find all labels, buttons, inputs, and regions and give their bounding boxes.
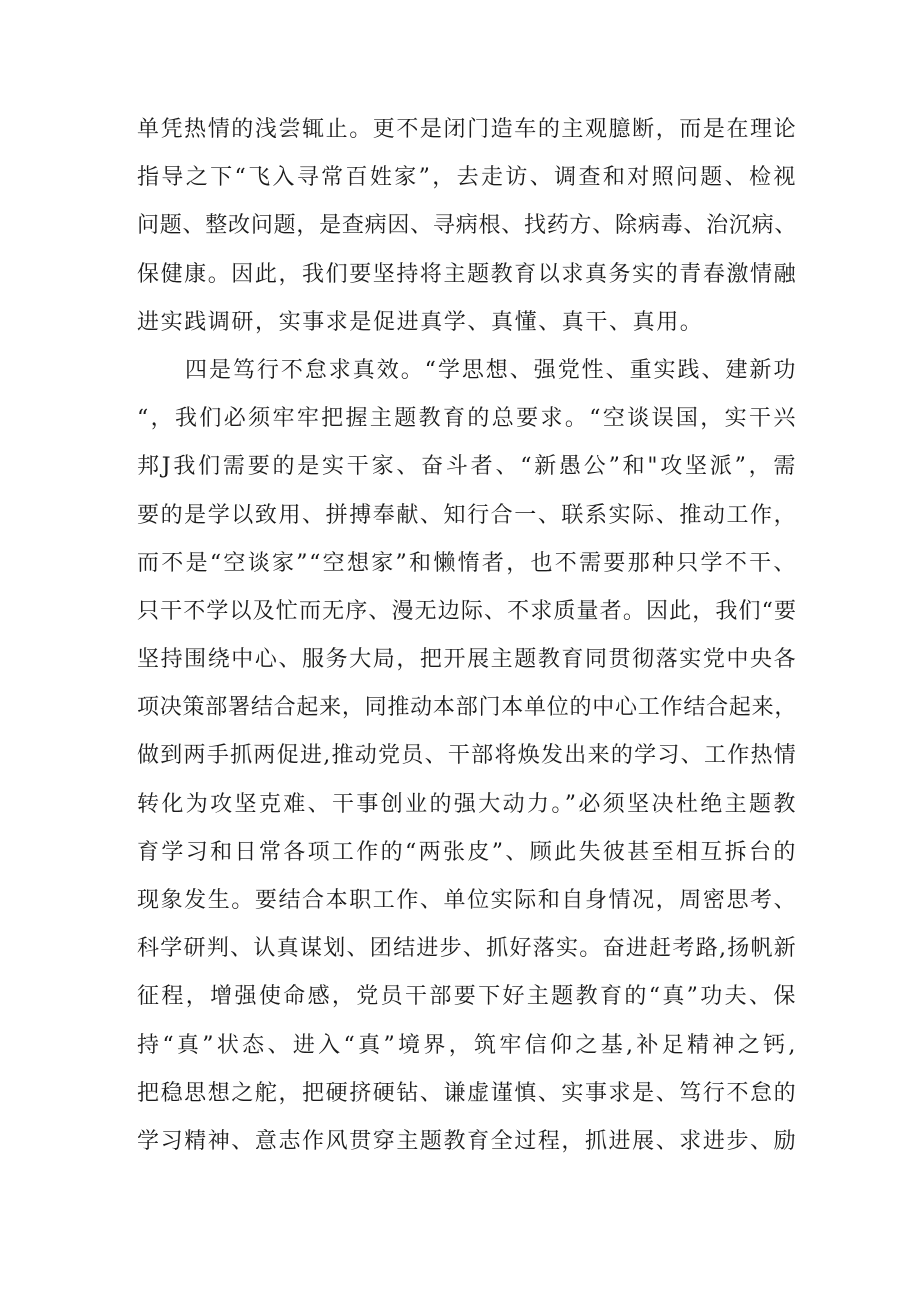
text-line: 把稳思想之舵，把硬挤硬钻、谦虚谨慎、实事求是、笃行不怠的 — [137, 1080, 797, 1106]
text-line: 问题、整改问题，是查病因、寻病根、找药方、除病毒、治沉病、 — [137, 213, 797, 239]
text-line: 科学研判、认真谋划、团结进步、抓好落实。奋进赶考路,扬帆新 — [137, 936, 797, 962]
text-line: 只干不学以及忙而无序、漫无边际、不求质量者。因此，我们“要 — [137, 598, 797, 624]
text-line: 育学习和日常各项工作的“两张皮”、顾此失彼甚至相互拆台的 — [137, 839, 797, 865]
text-line: 项决策部署结合起来，同推动本部门本单位的中心工作结合起来， — [137, 695, 797, 721]
text-line: 现象发生。要结合本职工作、单位实际和自身情况，周密思考、 — [137, 888, 797, 913]
text-line: 做到两手抓两促进,推动党员、干部将焕发出来的学习、工作热情 — [137, 743, 797, 769]
text-line: 转化为攻坚克难、干事创业的强大动力。”必须坚决杜绝主题教 — [137, 791, 797, 817]
text-line: 指导之下“飞入寻常百姓家”，去走访、调查和对照问题、检视 — [137, 165, 797, 191]
text-line: 坚持围绕中心、服务大局，把开展主题教育同贯彻落实党中央各 — [137, 647, 797, 673]
text-line: 要的是学以致用、拼搏奉献、知行合一、联系实际、推动工作， — [137, 502, 797, 528]
text-line: 保健康。因此，我们要坚持将主题教育以求真务实的青春激情融 — [137, 261, 797, 287]
text-line: 征程，增强使命感，党员干部要下好主题教育的“真”功夫、保 — [137, 984, 797, 1010]
text-line: 学习精神、意志作风贯穿主题教育全过程，抓进展、求进步、励 — [137, 1128, 797, 1154]
body-text — [137, 106, 797, 1166]
text-line: “，我们必须牢牢把握主题教育的总要求。“空谈误国，实干兴 — [137, 406, 797, 432]
text-line: 邦J我们需要的是实干家、奋斗者、“新愚公”和"攻坚派”，需 — [137, 454, 797, 480]
paragraph-start-line: 四是笃行不怠求真效。“学思想、强党性、重实践、建新功 — [185, 357, 797, 383]
text-line: 而不是“空谈家”“空想家”和懒惰者，也不需要那种只学不干、 — [137, 550, 797, 576]
text-line: 进实践调研，实事求是促进真学、真懂、真干、真用。 — [137, 309, 704, 335]
text-line: 持“真”状态、进入“真”境界，筑牢信仰之基,补足精神之钙, — [137, 1032, 797, 1058]
text-line: 单凭热情的浅尝辄止。更不是闭门造车的主观臆断，而是在理论 — [137, 117, 797, 142]
